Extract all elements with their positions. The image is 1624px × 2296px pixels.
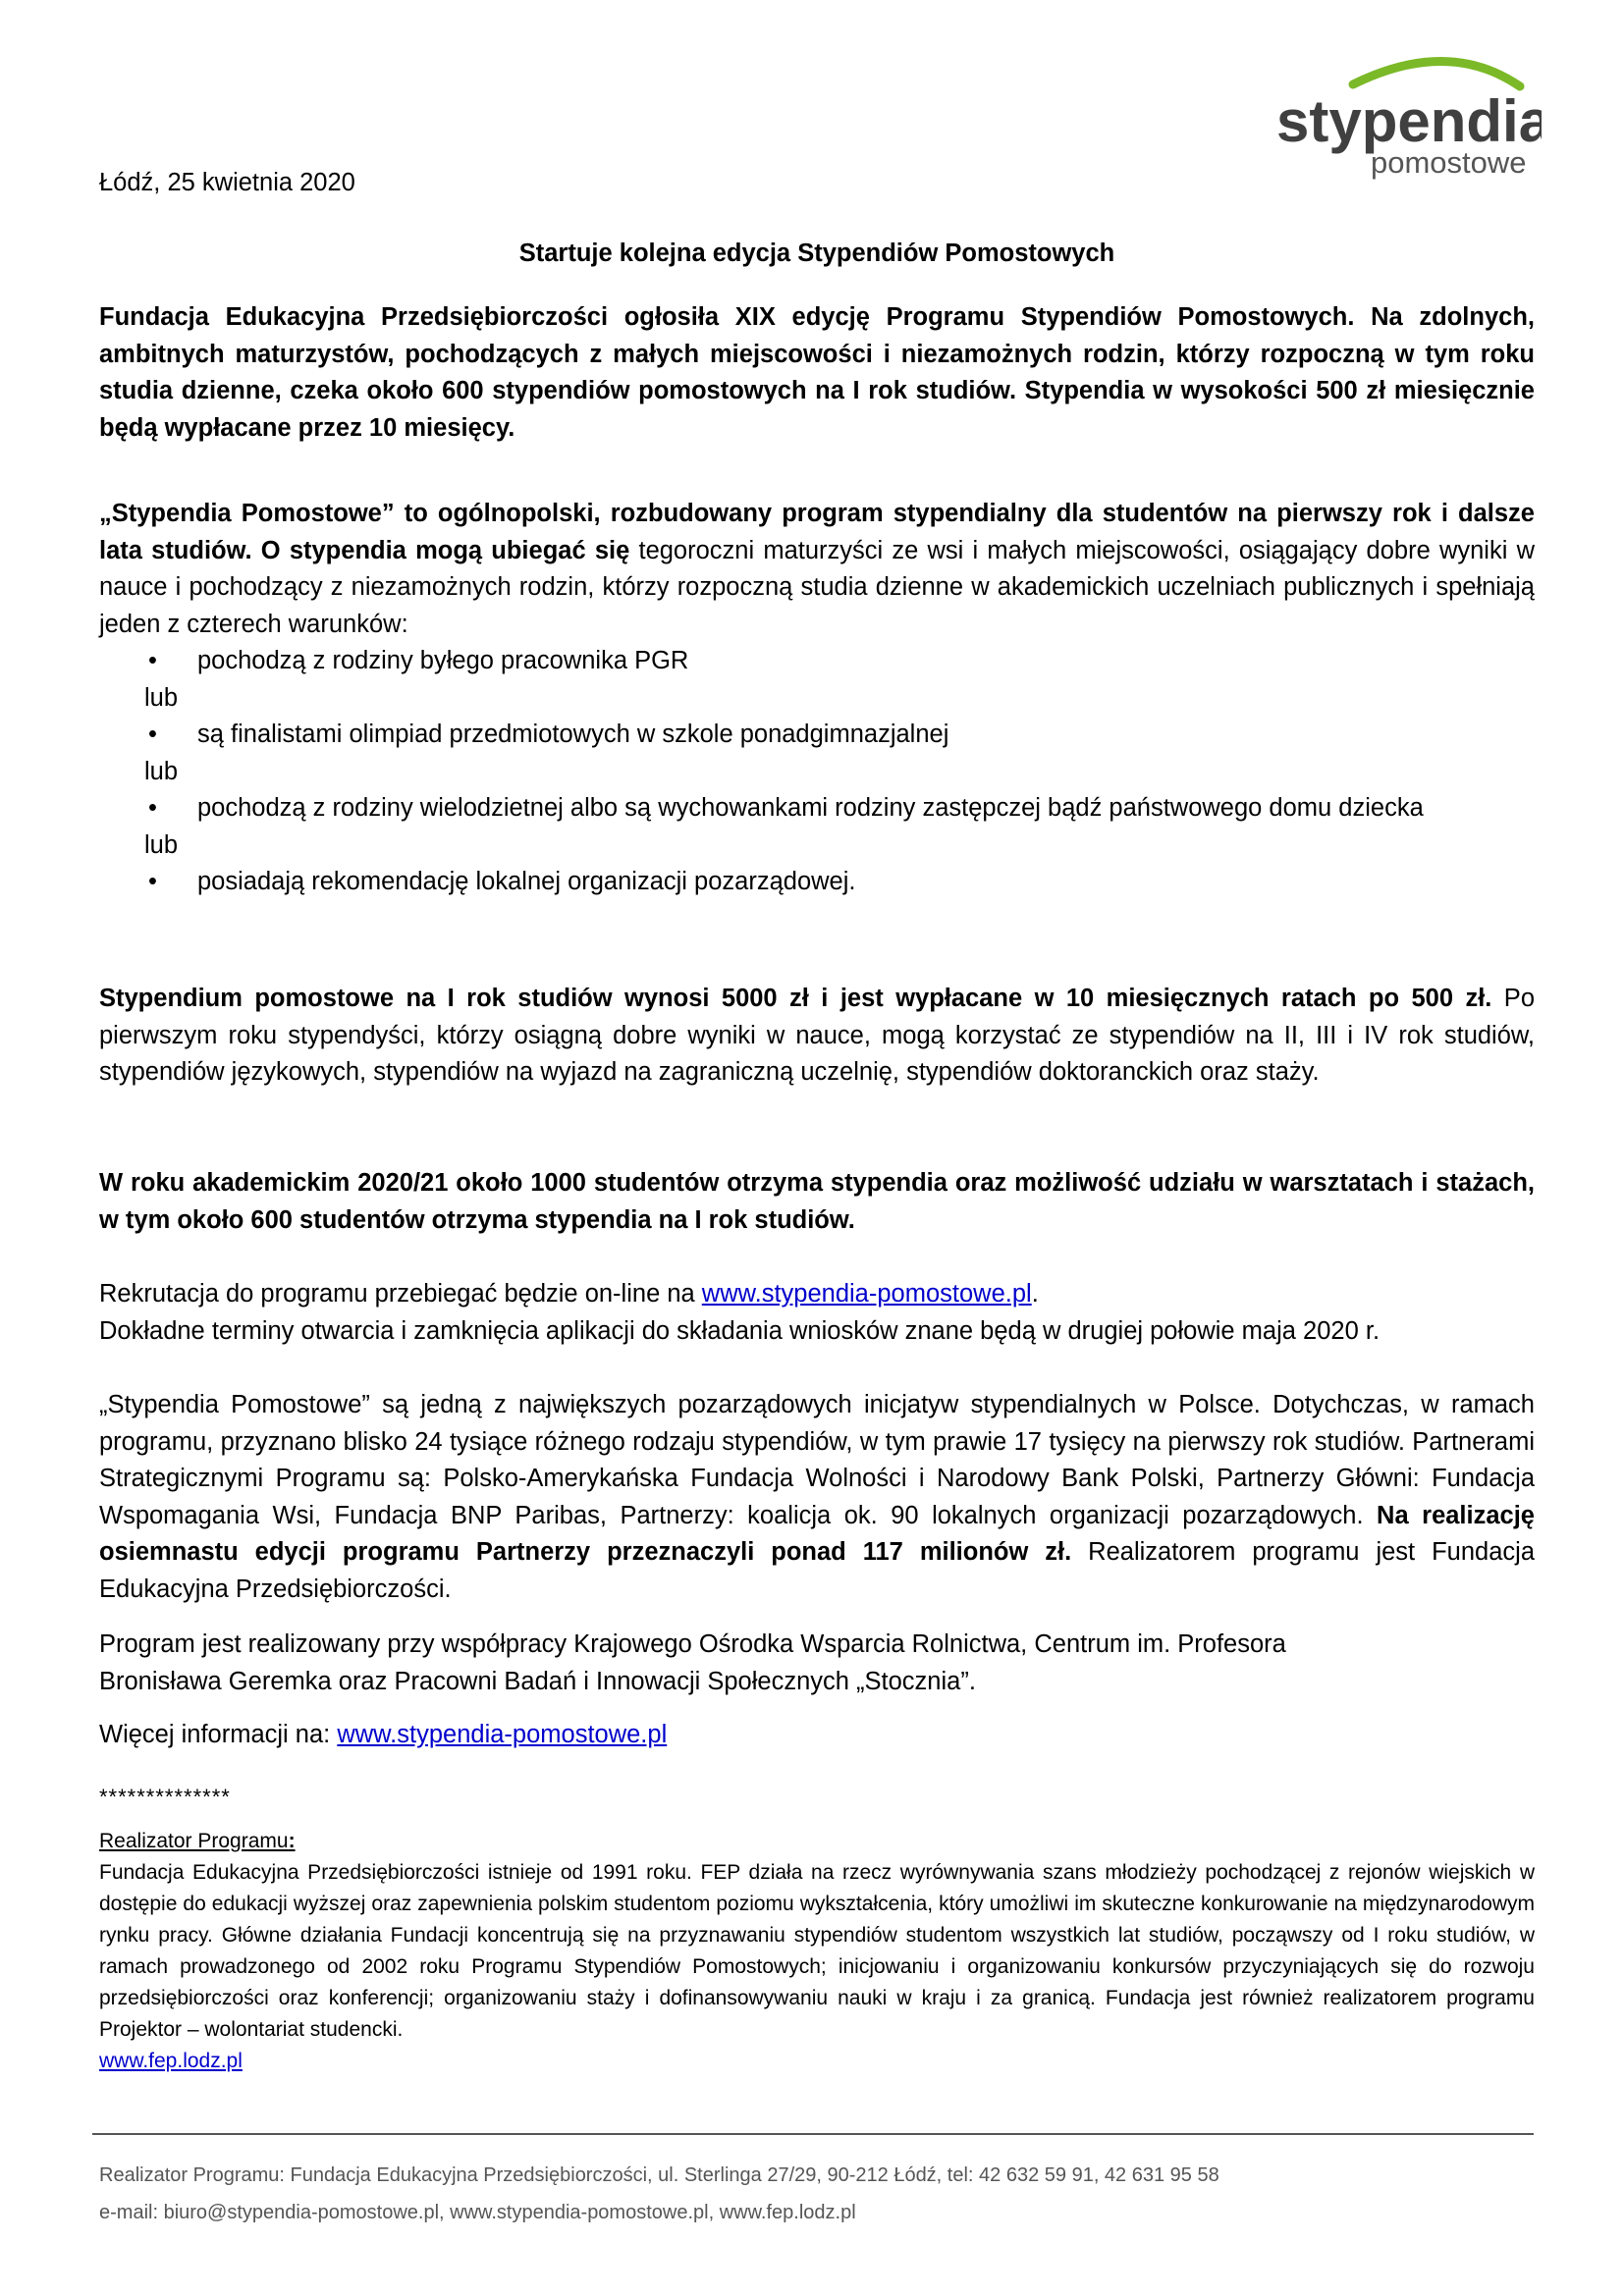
realizator-text: Fundacja Edukacyjna Przedsiębiorczości istnieje od 1991 roku. FEP działa na rzecz wyrównywania szans młodzieży pochodzącej z rejonów wiejskich w dostępie do edukacji wyższej oraz zapewnienia polskim studentom poziomu wykształcenia, który umożliwi im skuteczne konkurowanie na międzynarodowym rynku pracy. Główne działania Fundacji koncentrują się na przyznawaniu stypendiów studentom wszystkich lat studiów, począwszy od I roku studiów, w ramach prowadzonego od 2002 roku Programu Stypendiów Pomostowych; inicjowaniu i organizowaniu konkursów przyczyniających się do rozwoju przedsiębiorczości oraz konferencji; organizowaniu staży i dofinansowywaniu nauki w kraju i za granicą. Fundacja jest również realizatorem programu Projektor – wolontariat studencki. [99, 1861, 1535, 2041]
recruitment-text: Rekrutacja do programu przebiegać będzie on-line na [99, 1280, 702, 1308]
condition-text: są finalistami olimpiad przedmiotowych w szkole ponadgimnazjalnej [197, 721, 949, 748]
recruitment-link[interactable]: www.stypendia-pomostowe.pl [701, 1280, 1032, 1308]
conditions-list-4 [99, 864, 1535, 901]
amount-regular-text: Po pierwszym roku stypendyści, którzy osiągną dobre wyniki w nauce, mogą korzystać ze stypendiów na II, III i IV rok studiów, stypendiów językowych, stypendiów na wyjazd na zagraniczną uczelnię, stypendiów doktoranckich oraz staży. [99, 985, 1535, 1086]
recruitment-line-1 [99, 1276, 1535, 1313]
separator-stars: ************** [99, 1785, 231, 1809]
or-label: lub [144, 683, 179, 712]
program-section [99, 496, 1535, 901]
cooperation-line-2: Bronisława Geremka oraz Pracowni Badań i Innowacji Społecznych „Stocznia”. [99, 1667, 976, 1695]
logo-word-sub: pomostowe [1371, 145, 1527, 180]
or-label: lub [144, 830, 179, 859]
recruitment-section [99, 1276, 1535, 1350]
condition-item [99, 790, 1535, 828]
or-label: lub [144, 757, 179, 785]
conditions-list-2 [99, 717, 1535, 754]
about-text: „Stypendia Pomostowe” są jedną z największych pozarządowych inicjatyw stypendialnych w Polsce. Dotychczas, w ramach programu, przyznano blisko 24 tysiące różnego rodzaju stypendiów, w tym prawie 17 tysięcy na pierwszy rok studiów. Partnerami Strategicznymi Programu są: Polsko-Amerykańska Fundacja Wolności i Narodowy Bank Polski, Partnerzy Główni: Fundacja Wspomagania Wsi, Fundacja BNP Paribas, Partnerzy: koalicja ok. 90 lokalnych organizacji pozarządowych. [99, 1391, 1535, 1529]
academic-year-paragraph: W roku akademickim 2020/21 około 1000 studentów otrzyma stypendia oraz możliwość udziału w warsztatach i stażach, w tym około 600 studentów otrzyma stypendia na I rok studiów. [99, 1169, 1535, 1234]
realizator-heading-text: Realizator Programu [99, 1830, 289, 1852]
condition-text: pochodzą z rodziny byłego pracownika PGR [197, 647, 689, 674]
condition-item [99, 643, 1535, 680]
stypendia-pomostowe-logo [1276, 47, 1542, 185]
fep-link[interactable]: www.fep.lodz.pl [99, 2050, 243, 2072]
realizator-heading-colon: : [288, 1830, 296, 1852]
condition-text: pochodzą z rodziny wielodzietnej albo są wychowankami rodziny zastępczej bądź państwowego domu dziecka [197, 794, 1424, 822]
intro-paragraph: Fundacja Edukacyjna Przedsiębiorczości ogłosiła XIX edycję Programu Stypendiów Pomostowych. Na zdolnych, ambitnych maturzystów, pochodzących z małych miejscowości i niezamożnych rodzin, którzy rozpoczną w tym roku studia dzienne, czeka około 600 stypendiów pomostowych na I rok studiów. Stypendia w wysokości 500 zł miesięcznie będą wypłacane przez 10 miesięcy. [99, 303, 1535, 442]
conditions-list [99, 643, 1535, 680]
condition-text: posiadają rekomendację lokalnej organizacji pozarządowej. [197, 868, 856, 895]
conditions-list-3 [99, 790, 1535, 828]
recruitment-line-2: Dokładne terminy otwarcia i zamknięcia aplikacji do składania wniosków znane będą w drugiej połowie maja 2020 r. [99, 1316, 1380, 1345]
logo-graphic [1276, 47, 1542, 185]
logo-word-main: stypendia [1276, 88, 1542, 154]
about-paragraph [99, 1387, 1535, 1608]
more-info-text: Więcej informacji na: [99, 1721, 338, 1748]
cooperation-line-1: Program jest realizowany przy współpracy Krajowego Ośrodka Wsparcia Rolnictwa, Centrum im. Profesora [99, 1630, 1286, 1658]
bullet-icon: • [148, 721, 157, 748]
realizator-heading [99, 1826, 1535, 1857]
footer-line-1: Realizator Programu: Fundacja Edukacyjna Przedsiębiorczości, ul. Sterlinga 27/29, 90-212 Łódź, tel: 42 632 59 91, 42 631 95 58 [99, 2164, 1219, 2186]
amount-paragraph [99, 981, 1535, 1092]
document-date: Łódź, 25 kwietnia 2020 [99, 169, 355, 196]
about-bold-text: Na realizację osiemnastu edycji programu Partnerzy przeznaczyli ponad 117 milionów zł. [99, 1501, 1535, 1566]
about-text-end: Realizatorem programu jest Fundacja Edukacyjna Przedsiębiorczości. [99, 1538, 1535, 1603]
program-paragraph [99, 496, 1535, 643]
program-bold-text: „Stypendia Pomostowe” to ogólnopolski, rozbudowany program stypendialny dla studentów na pierwszy rok i dalsze lata studiów. O stypendia mogą ubiegać się [99, 500, 1535, 564]
bullet-icon: • [148, 794, 157, 822]
bullet-icon: • [148, 868, 157, 895]
document-title: Startuje kolejna edycja Stypendiów Pomostowych [518, 240, 1115, 267]
realizator-section [99, 1826, 1535, 2077]
cooperation-section [99, 1627, 1535, 1700]
condition-item [99, 864, 1535, 901]
more-info-link[interactable]: www.stypendia-pomostowe.pl [337, 1721, 668, 1748]
logo-arc [1353, 61, 1520, 86]
condition-item [99, 717, 1535, 754]
bullet-icon: • [148, 647, 157, 674]
footer-line-2: e-mail: biuro@stypendia-pomostowe.pl, www.stypendia-pomostowe.pl, www.fep.lodz.pl [99, 2202, 856, 2223]
program-regular-text: tegoroczni maturzyści ze wsi i małych miejscowości, osiągający dobre wyniki w nauce i pochodzący z niezamożnych rodzin, którzy rozpoczną studia dzienne w akademickich uczelniach publicznych i spełniają jeden z czterech warunków: [99, 536, 1535, 638]
recruitment-suffix: . [1031, 1280, 1039, 1308]
footer-divider [92, 2133, 1534, 2135]
amount-bold-text: Stypendium pomostowe na I rok studiów wynosi 5000 zł i jest wypłacane w 10 miesięcznych ratach po 500 zł. [99, 985, 1492, 1012]
more-info [99, 1717, 1535, 1754]
